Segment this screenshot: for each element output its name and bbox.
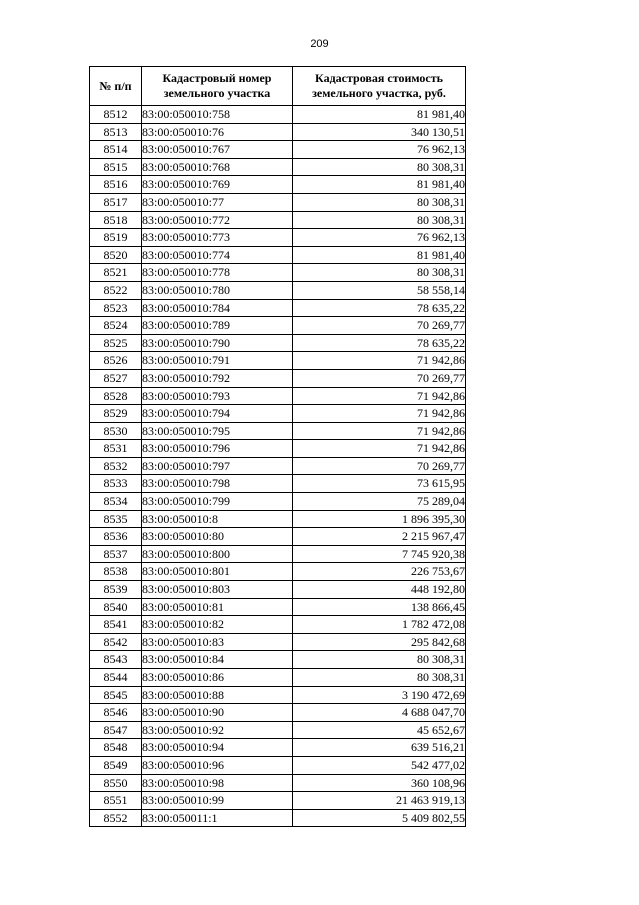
table-row xyxy=(90,264,466,282)
cadastral-cost-cell: 78 635,22 xyxy=(293,334,466,352)
row-number-cell: 8549 xyxy=(90,756,142,774)
cadastral-cost-cell: 226 753,67 xyxy=(293,563,466,581)
cadastral-number-cell: 83:00:050010:798 xyxy=(142,475,293,493)
table-row xyxy=(90,739,466,757)
table-row xyxy=(90,405,466,423)
cadastral-cost-cell: 58 558,14 xyxy=(293,281,466,299)
cadastral-cost-cell: 80 308,31 xyxy=(293,264,466,282)
cadastral-cost-cell: 71 942,86 xyxy=(293,405,466,423)
row-number-cell: 8513 xyxy=(90,123,142,141)
row-number-cell: 8524 xyxy=(90,317,142,335)
table-row xyxy=(90,440,466,458)
row-number-cell: 8520 xyxy=(90,246,142,264)
cadastral-cost-cell: 81 981,40 xyxy=(293,176,466,194)
cadastral-number-cell: 83:00:050010:90 xyxy=(142,704,293,722)
cadastral-number-cell: 83:00:050010:774 xyxy=(142,246,293,264)
row-number-cell: 8550 xyxy=(90,774,142,792)
cadastral-number-cell: 83:00:050010:800 xyxy=(142,545,293,563)
table-row xyxy=(90,563,466,581)
row-number-cell: 8545 xyxy=(90,686,142,704)
cadastral-number-cell: 83:00:050010:83 xyxy=(142,633,293,651)
table-row xyxy=(90,545,466,563)
table-row xyxy=(90,123,466,141)
row-number-cell: 8527 xyxy=(90,369,142,387)
cadastral-number-cell: 83:00:050010:758 xyxy=(142,106,293,124)
cadastral-cost-cell: 7 745 920,38 xyxy=(293,545,466,563)
table-row xyxy=(90,669,466,687)
header-num: № п/п xyxy=(90,67,142,106)
cadastral-number-cell: 83:00:050010:794 xyxy=(142,405,293,423)
table-row xyxy=(90,369,466,387)
cadastral-number-cell: 83:00:050010:76 xyxy=(142,123,293,141)
table-row xyxy=(90,475,466,493)
table-row xyxy=(90,246,466,264)
row-number-cell: 8533 xyxy=(90,475,142,493)
cadastral-cost-cell: 340 130,51 xyxy=(293,123,466,141)
table-row xyxy=(90,686,466,704)
row-number-cell: 8521 xyxy=(90,264,142,282)
cadastral-number-cell: 83:00:050010:86 xyxy=(142,669,293,687)
table-row xyxy=(90,493,466,511)
table-row xyxy=(90,352,466,370)
cadastral-number-cell: 83:00:050010:772 xyxy=(142,211,293,229)
row-number-cell: 8514 xyxy=(90,141,142,159)
cadastral-cost-cell: 2 215 967,47 xyxy=(293,528,466,546)
cadastral-number-cell: 83:00:050010:803 xyxy=(142,581,293,599)
cadastral-cost-cell: 295 842,68 xyxy=(293,633,466,651)
cadastral-number-cell: 83:00:050010:791 xyxy=(142,352,293,370)
cadastral-number-cell: 83:00:050010:792 xyxy=(142,369,293,387)
row-number-cell: 8535 xyxy=(90,510,142,528)
table-row xyxy=(90,510,466,528)
row-number-cell: 8526 xyxy=(90,352,142,370)
row-number-cell: 8543 xyxy=(90,651,142,669)
table-row xyxy=(90,158,466,176)
row-number-cell: 8542 xyxy=(90,633,142,651)
row-number-cell: 8523 xyxy=(90,299,142,317)
cadastral-number-cell: 83:00:050010:767 xyxy=(142,141,293,159)
table-header-row xyxy=(90,67,466,106)
row-number-cell: 8536 xyxy=(90,528,142,546)
header-cadastral-number: Кадастровый номер земельного участка xyxy=(142,67,293,106)
table-row xyxy=(90,387,466,405)
cadastral-cost-cell: 80 308,31 xyxy=(293,669,466,687)
cadastral-cost-cell: 81 981,40 xyxy=(293,106,466,124)
row-number-cell: 8525 xyxy=(90,334,142,352)
row-number-cell: 8551 xyxy=(90,792,142,810)
cadastral-number-cell: 83:00:050010:797 xyxy=(142,457,293,475)
page-number: 209 xyxy=(310,38,329,50)
cadastral-number-cell: 83:00:050010:80 xyxy=(142,528,293,546)
row-number-cell: 8531 xyxy=(90,440,142,458)
row-number-cell: 8515 xyxy=(90,158,142,176)
cadastral-cost-table xyxy=(89,66,466,827)
table-row xyxy=(90,422,466,440)
row-number-cell: 8517 xyxy=(90,193,142,211)
table-row xyxy=(90,281,466,299)
cadastral-cost-cell: 71 942,86 xyxy=(293,387,466,405)
table-row xyxy=(90,809,466,827)
cadastral-cost-cell: 71 942,86 xyxy=(293,422,466,440)
table-row xyxy=(90,774,466,792)
cadastral-number-cell: 83:00:050010:77 xyxy=(142,193,293,211)
cadastral-cost-cell: 1 782 472,08 xyxy=(293,616,466,634)
cadastral-number-cell: 83:00:050010:773 xyxy=(142,229,293,247)
cadastral-cost-cell: 71 942,86 xyxy=(293,440,466,458)
row-number-cell: 8552 xyxy=(90,809,142,827)
cadastral-cost-cell: 45 652,67 xyxy=(293,721,466,739)
cadastral-cost-cell: 5 409 802,55 xyxy=(293,809,466,827)
row-number-cell: 8516 xyxy=(90,176,142,194)
cadastral-number-cell: 83:00:050010:8 xyxy=(142,510,293,528)
row-number-cell: 8522 xyxy=(90,281,142,299)
row-number-cell: 8519 xyxy=(90,229,142,247)
table-row xyxy=(90,756,466,774)
cadastral-number-cell: 83:00:050010:768 xyxy=(142,158,293,176)
cadastral-number-cell: 83:00:050010:790 xyxy=(142,334,293,352)
cadastral-cost-cell: 21 463 919,13 xyxy=(293,792,466,810)
cadastral-number-cell: 83:00:050010:96 xyxy=(142,756,293,774)
cadastral-number-cell: 83:00:050010:799 xyxy=(142,493,293,511)
cadastral-number-cell: 83:00:050010:795 xyxy=(142,422,293,440)
table-body xyxy=(90,106,466,827)
table-row xyxy=(90,651,466,669)
cadastral-cost-cell: 70 269,77 xyxy=(293,317,466,335)
cadastral-cost-cell: 73 615,95 xyxy=(293,475,466,493)
cadastral-number-cell: 83:00:050010:88 xyxy=(142,686,293,704)
table-row xyxy=(90,792,466,810)
cadastral-cost-cell: 81 981,40 xyxy=(293,246,466,264)
cadastral-cost-cell: 78 635,22 xyxy=(293,299,466,317)
cadastral-number-cell: 83:00:050010:780 xyxy=(142,281,293,299)
row-number-cell: 8540 xyxy=(90,598,142,616)
cadastral-number-cell: 83:00:050010:778 xyxy=(142,264,293,282)
row-number-cell: 8541 xyxy=(90,616,142,634)
cadastral-number-cell: 83:00:050010:94 xyxy=(142,739,293,757)
cadastral-number-cell: 83:00:050010:769 xyxy=(142,176,293,194)
cadastral-cost-cell: 80 308,31 xyxy=(293,211,466,229)
row-number-cell: 8529 xyxy=(90,405,142,423)
row-number-cell: 8512 xyxy=(90,106,142,124)
cadastral-cost-cell: 75 289,04 xyxy=(293,493,466,511)
row-number-cell: 8528 xyxy=(90,387,142,405)
table-row xyxy=(90,598,466,616)
cadastral-cost-cell: 71 942,86 xyxy=(293,352,466,370)
cadastral-cost-cell: 3 190 472,69 xyxy=(293,686,466,704)
table-row xyxy=(90,141,466,159)
cadastral-number-cell: 83:00:050010:793 xyxy=(142,387,293,405)
row-number-cell: 8532 xyxy=(90,457,142,475)
cadastral-number-cell: 83:00:050010:98 xyxy=(142,774,293,792)
cadastral-number-cell: 83:00:050010:82 xyxy=(142,616,293,634)
table-row xyxy=(90,193,466,211)
row-number-cell: 8538 xyxy=(90,563,142,581)
cadastral-cost-cell: 138 866,45 xyxy=(293,598,466,616)
row-number-cell: 8518 xyxy=(90,211,142,229)
cadastral-cost-cell: 80 308,31 xyxy=(293,193,466,211)
table-row xyxy=(90,211,466,229)
row-number-cell: 8537 xyxy=(90,545,142,563)
table-row xyxy=(90,457,466,475)
table-row xyxy=(90,581,466,599)
cadastral-cost-cell: 542 477,02 xyxy=(293,756,466,774)
cadastral-number-cell: 83:00:050010:789 xyxy=(142,317,293,335)
cadastral-number-cell: 83:00:050010:84 xyxy=(142,651,293,669)
cadastral-number-cell: 83:00:050010:92 xyxy=(142,721,293,739)
table-row xyxy=(90,229,466,247)
row-number-cell: 8544 xyxy=(90,669,142,687)
table-row xyxy=(90,334,466,352)
row-number-cell: 8534 xyxy=(90,493,142,511)
row-number-cell: 8539 xyxy=(90,581,142,599)
table-row xyxy=(90,317,466,335)
table-row xyxy=(90,616,466,634)
cadastral-cost-cell: 70 269,77 xyxy=(293,457,466,475)
row-number-cell: 8547 xyxy=(90,721,142,739)
table-row xyxy=(90,299,466,317)
cadastral-number-cell: 83:00:050010:796 xyxy=(142,440,293,458)
cadastral-cost-cell: 80 308,31 xyxy=(293,651,466,669)
header-cadastral-cost: Кадастровая стоимость земельного участка, руб. xyxy=(293,67,466,106)
cadastral-cost-cell: 1 896 395,30 xyxy=(293,510,466,528)
cadastral-cost-cell: 4 688 047,70 xyxy=(293,704,466,722)
table-row xyxy=(90,704,466,722)
table-row xyxy=(90,633,466,651)
cadastral-cost-cell: 70 269,77 xyxy=(293,369,466,387)
cadastral-cost-cell: 76 962,13 xyxy=(293,229,466,247)
cadastral-number-cell: 83:00:050011:1 xyxy=(142,809,293,827)
table-row xyxy=(90,721,466,739)
cadastral-number-cell: 83:00:050010:81 xyxy=(142,598,293,616)
cadastral-number-cell: 83:00:050010:801 xyxy=(142,563,293,581)
cadastral-cost-cell: 76 962,13 xyxy=(293,141,466,159)
row-number-cell: 8530 xyxy=(90,422,142,440)
table-row xyxy=(90,176,466,194)
cadastral-cost-cell: 80 308,31 xyxy=(293,158,466,176)
table-row xyxy=(90,528,466,546)
cadastral-cost-cell: 639 516,21 xyxy=(293,739,466,757)
cadastral-cost-cell: 448 192,80 xyxy=(293,581,466,599)
table-row xyxy=(90,106,466,124)
cadastral-number-cell: 83:00:050010:99 xyxy=(142,792,293,810)
cadastral-cost-cell: 360 108,96 xyxy=(293,774,466,792)
row-number-cell: 8546 xyxy=(90,704,142,722)
cadastral-number-cell: 83:00:050010:784 xyxy=(142,299,293,317)
row-number-cell: 8548 xyxy=(90,739,142,757)
